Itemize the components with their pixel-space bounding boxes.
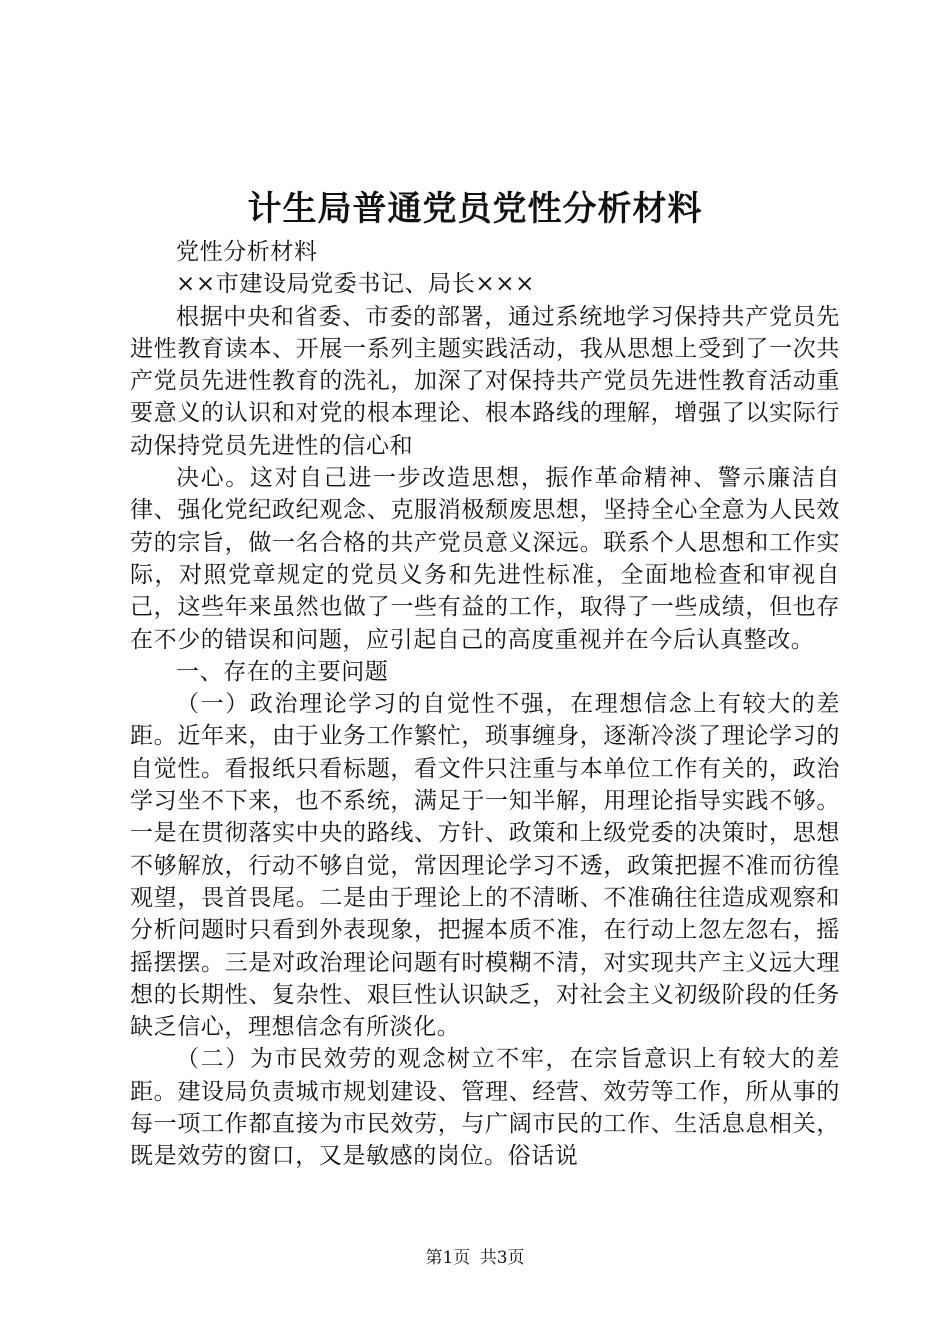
section-heading-problems: 一、存在的主要问题 (176, 658, 389, 685)
paragraph-problem-one: （一）政治理论学习的自觉性不强，在理想信念上有较大的差距。近年来，由于业务工作繁忙，琐事缠身，逐渐冷淡了理论学习的自觉性。看报纸只看标题，看文件只注重与本单位工作有关的，政治学习坐不下来，也不系统，满足于一知半解，用理论指导实践不够。一是在贯彻落实中央的路线、方针、政策和上级党委的决策时，思想不够解放，行动不够自觉，常因理论学习不透，政策把握不准而彷徨观望，畏首畏尾。二是由于理论上的不清晰、不准确往往造成观察和分析问题时只看到外表现象，把握本质不准，在行动上忽左忽右，摇摇摆摆。三是对政治理论问题有时模糊不清，对实现共产主义远大理想的长期性、复杂性、艰巨性认识缺乏，对社会主义初级阶段的任务缺乏信心，理想信念有所淡化。 (130, 691, 840, 1041)
page-number: 第1页 (425, 1248, 471, 1268)
paragraph-continuation: 决心。这对自己进一步改造思想，振作革命精神、警示廉洁自律、强化党纪政纪观念、克服消极颓废思想，坚持全心全意为人民效劳的宗旨，做一名合格的共产党员意义深远。联系个人思想和工作实际，对照党章规定的党员义务和先进性标准，全面地检查和审视自己，这些年来虽然也做了一些有益的工作，取得了一些成绩，但也存在不少的错误和问题，应引起自己的高度重视并在今后认真整改。 (130, 465, 840, 653)
paragraph-intro: 根据中央和省委、市委的部署，通过系统地学习保持共产党员先进性教育读本、开展一系列主题实践活动，我从思想上受到了一次共产党员先进性教育的洗礼，加深了对保持共产党员先进性教育活动重要意义的认识和对党的根本理论、根本路线的理解，增强了以实际行动保持党员先进性的信心和 (130, 303, 840, 459)
document-body (130, 236, 840, 1173)
page-footer (0, 1246, 950, 1270)
document-title: 计生局普通党员党性分析材料 (247, 189, 703, 229)
page-total: 共3页 (479, 1248, 525, 1268)
paragraph-problem-two: （二）为市民效劳的观念树立不牢，在宗旨意识上有较大的差距。建设局负责城市规划建设、管理、经营、效劳等工作，所从事的每一项工作都直接为市民效劳，与广阔市民的工作、生活息息相关，既是效劳的窗口，又是敏感的岗位。俗话说 (130, 1046, 840, 1170)
paragraph-author-line: ××市建设局党委书记、局长××× (176, 271, 535, 298)
paragraph-heading-label: 党性分析材料 (176, 239, 318, 265)
